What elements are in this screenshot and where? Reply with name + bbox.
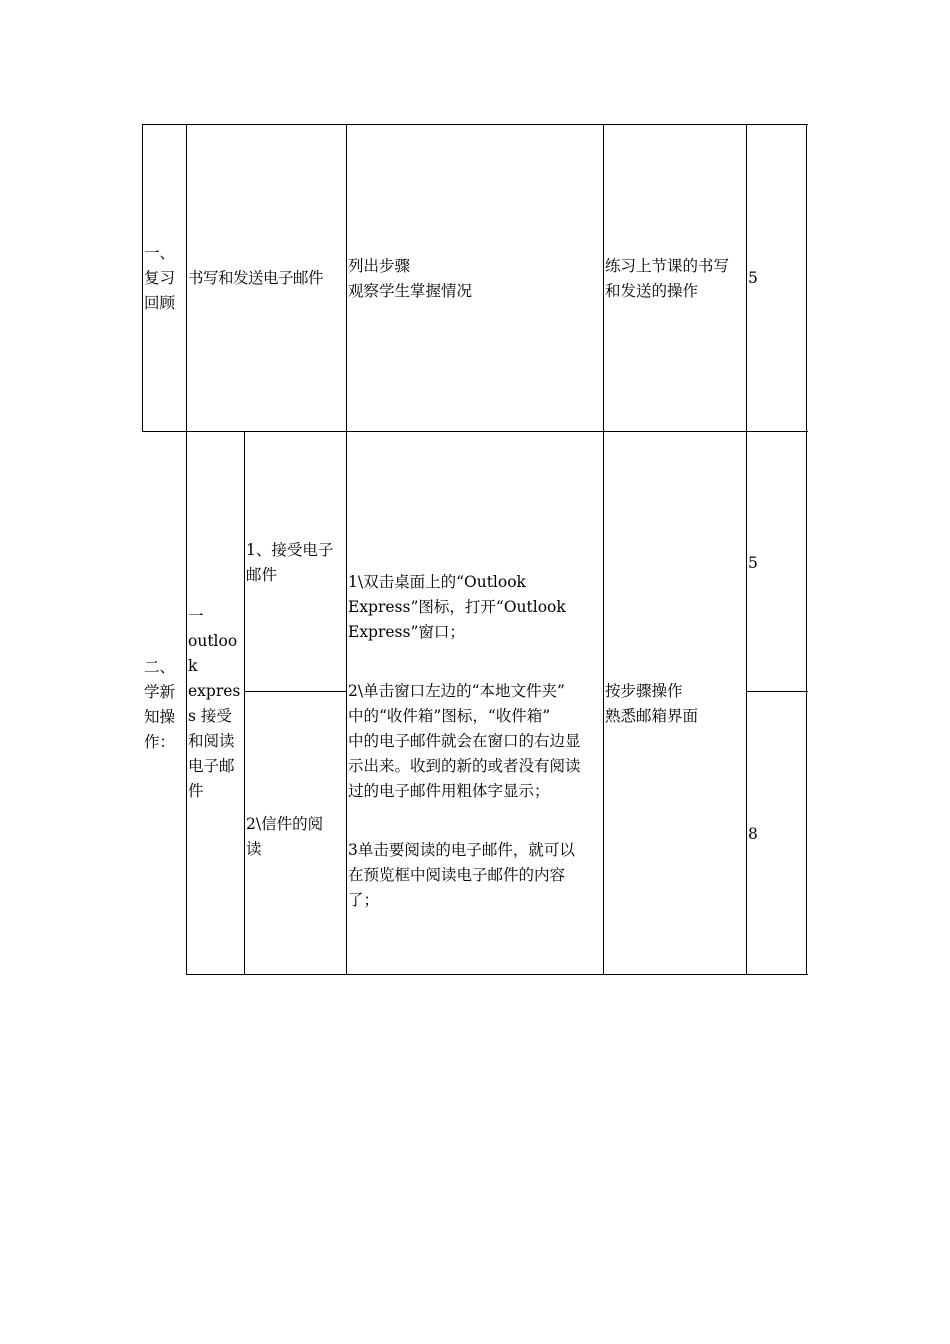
row2-steps xyxy=(348,545,602,947)
row1-section-label: 一、 复习 回顾 xyxy=(144,244,176,312)
row1-content: 书写和发送电子邮件 xyxy=(188,269,324,287)
col-border-5 xyxy=(806,124,807,975)
col-border-2 xyxy=(346,124,347,975)
step-1: 1\双击桌面上的“Outlook Express”图标，打开“Outlook Express”窗口； xyxy=(348,573,566,641)
col-border-4 xyxy=(746,124,747,975)
step-3: 3单击要阅读的电子邮件，就可以 在预览框中阅读电子邮件的内容 了； xyxy=(348,841,575,909)
row2-time-1: 5 xyxy=(748,554,758,572)
row1-teacher-activity: 列出步骤 观察学生掌握情况 xyxy=(348,257,473,300)
row1-time: 5 xyxy=(748,269,758,287)
row2-student-activity: 按步骤操作 熟悉邮箱界面 xyxy=(605,682,699,725)
table-bottom-border xyxy=(186,974,808,975)
row2-time-2: 8 xyxy=(748,825,758,843)
col-border-sub xyxy=(244,431,245,975)
sub-row-divider xyxy=(244,691,346,692)
row2-topic: 一 outloo k expres s 接受 和阅读 电子邮 件 xyxy=(188,607,241,800)
row2-section-label: 二、 学新 知操 作： xyxy=(144,658,176,751)
col-border-0 xyxy=(142,124,143,432)
row2-subtopic-read: 2\信件的阅 读 xyxy=(246,815,324,858)
row1-student-activity: 练习上节课的书写 和发送的操作 xyxy=(605,257,730,300)
col-border-3 xyxy=(603,124,604,975)
row-divider xyxy=(142,431,808,432)
col-border-1 xyxy=(186,124,187,975)
step-2: 2\单击窗口左边的“本地文件夹” 中的“收件箱”图标，“收件箱” 中的电子邮件就会在窗口的右边显 示出来。收到的新的或者没有阅读 过的电子邮件用粗体字显示； xyxy=(348,682,581,800)
row2-subtopic-receive: 1、接受电子 邮件 xyxy=(246,541,334,584)
table-top-border xyxy=(142,124,808,125)
time-row-divider xyxy=(746,691,808,692)
